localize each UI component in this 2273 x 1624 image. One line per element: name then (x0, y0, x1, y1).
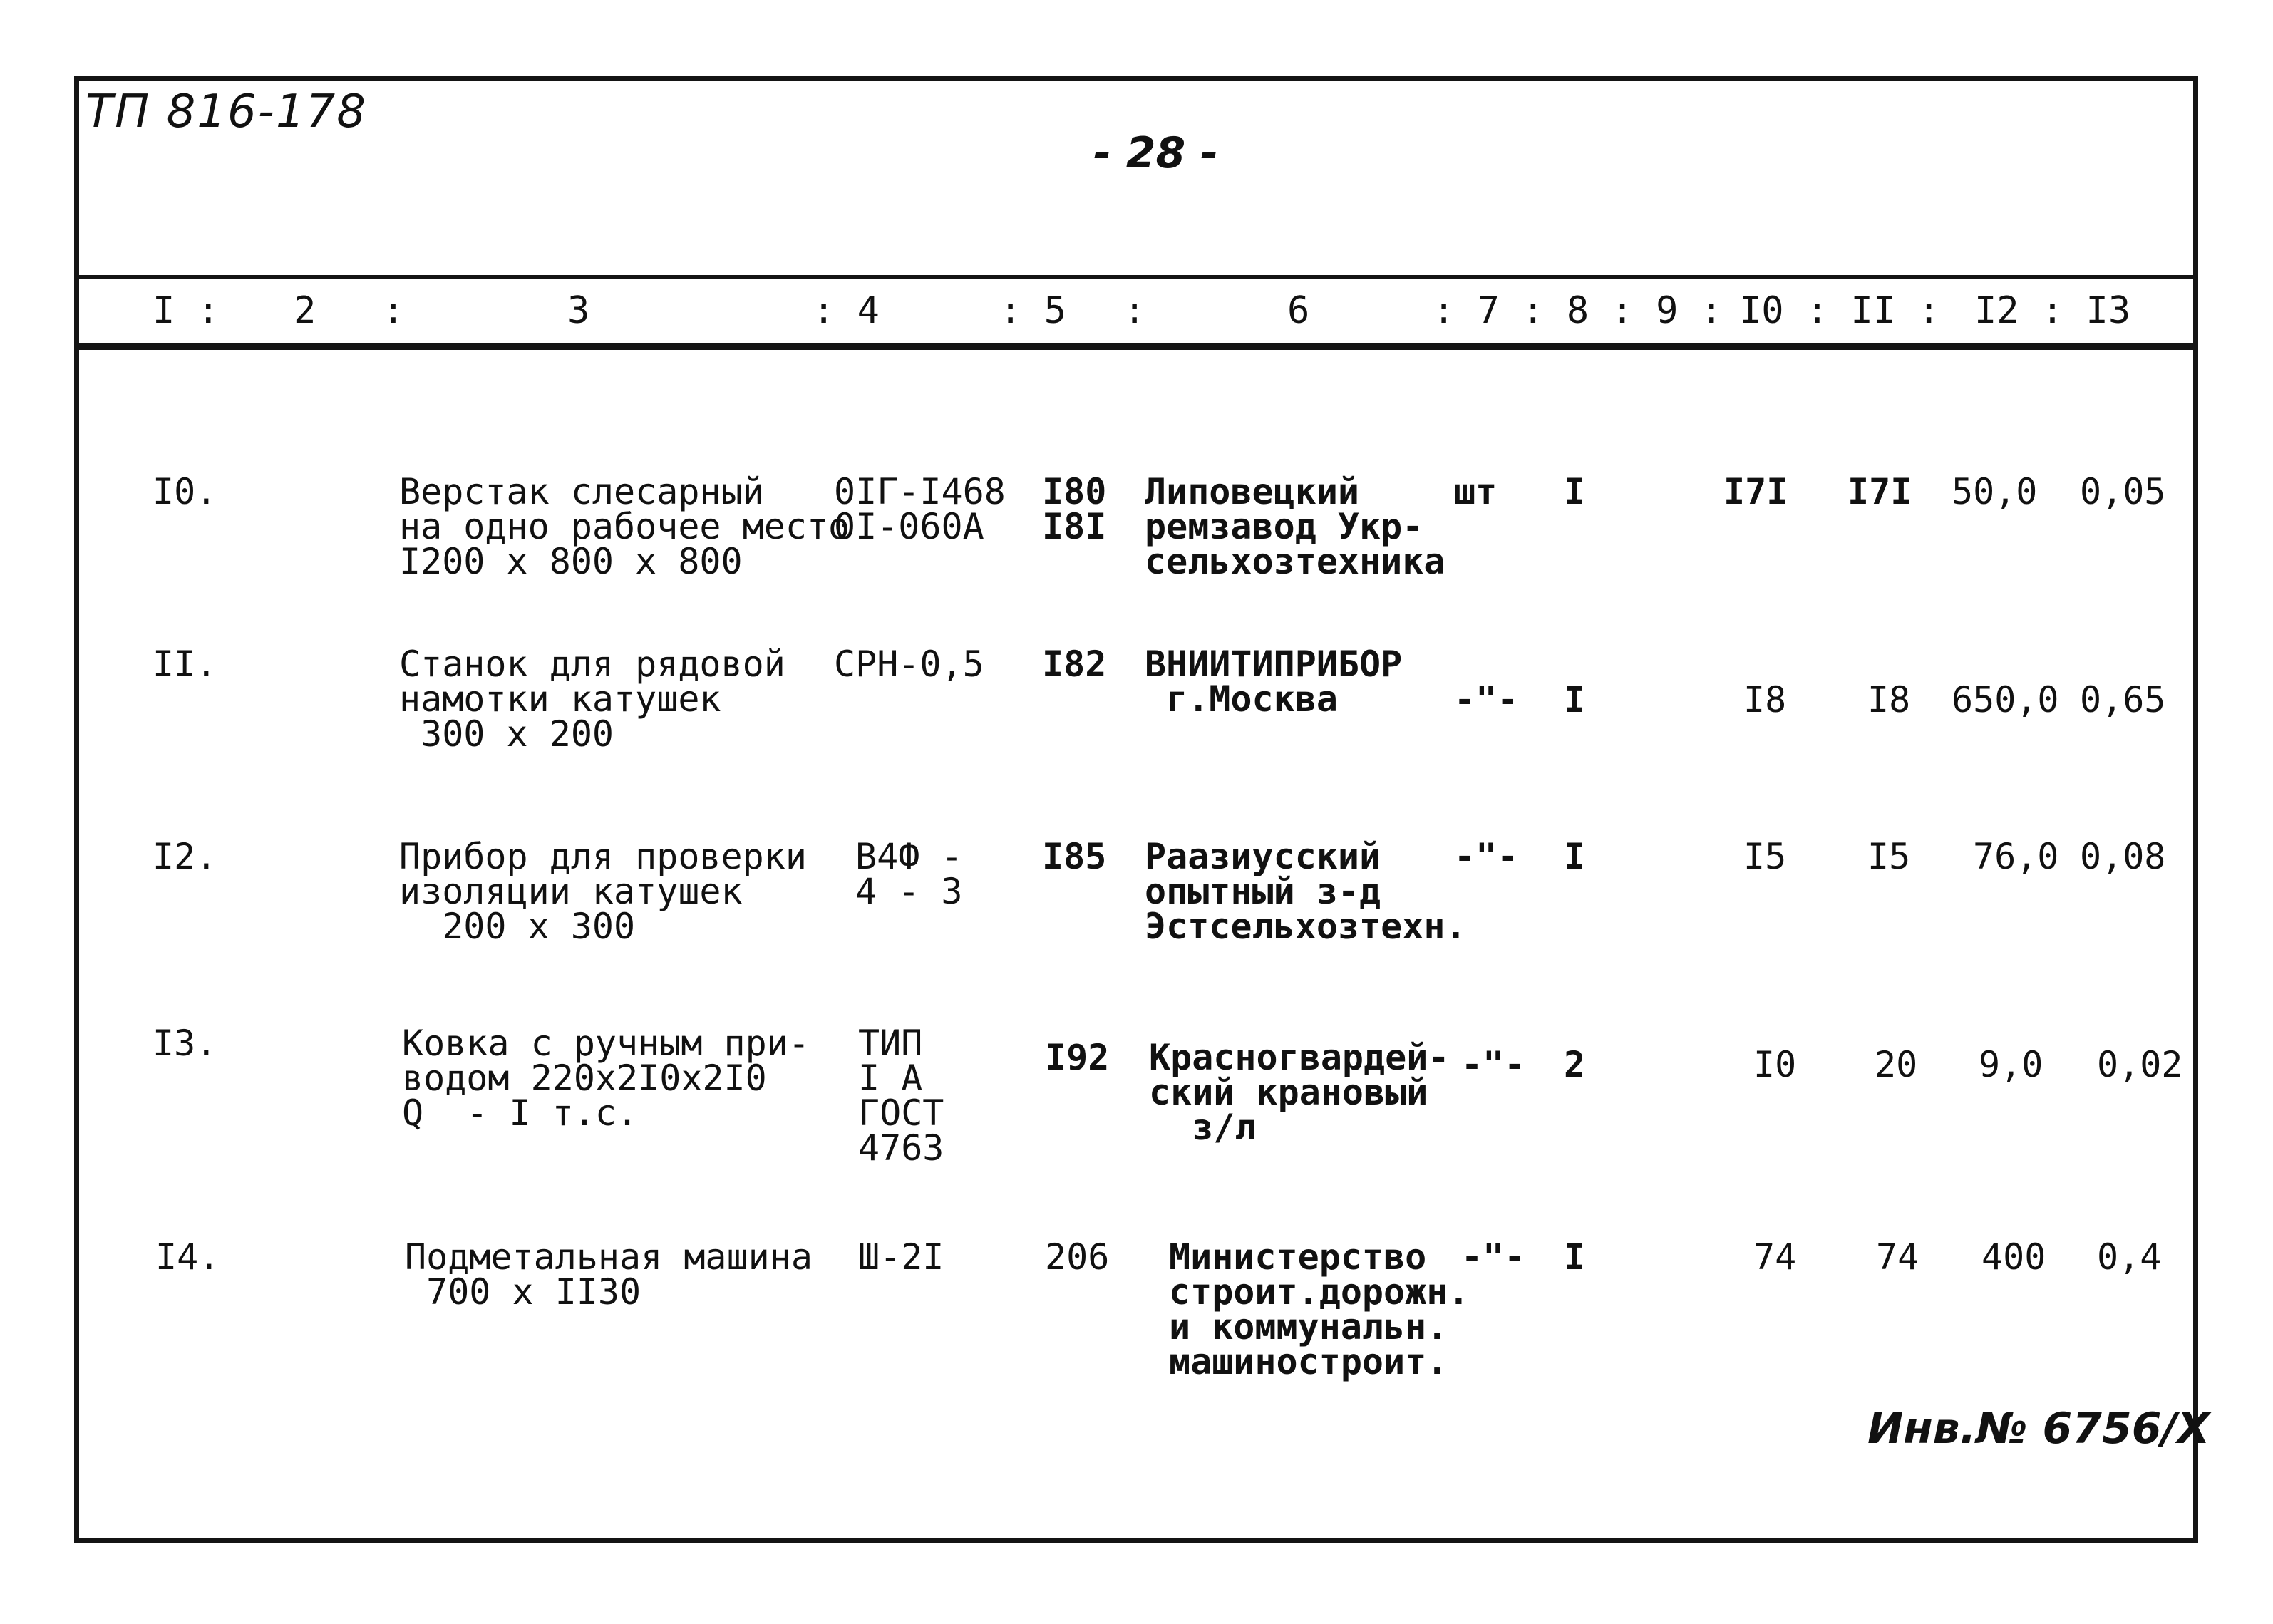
equipment-name: Верстак слесарный на одно рабочее место I200 x 800 x 800 (399, 471, 850, 582)
row-number: I4. (155, 1236, 220, 1278)
quantity: I (1564, 679, 1586, 720)
inventory-number: Инв.№ 6756/X (1867, 1404, 2210, 1454)
total-price: 74 (1876, 1236, 1919, 1278)
row-number: I0. (153, 471, 217, 512)
quantity: I (1564, 836, 1586, 877)
weight: 650,0 (1952, 679, 2059, 720)
total-price: 20 (1875, 1044, 1918, 1085)
row-number: I2. (153, 836, 217, 877)
col-head-1: I : (153, 289, 220, 332)
row-number: I3. (153, 1023, 217, 1064)
unit: -"- (1461, 1236, 1526, 1278)
quantity: 2 (1564, 1044, 1586, 1085)
equipment-type: ТИП I А ГОСТ 4763 (858, 1023, 944, 1169)
position-number: I92 (1045, 1037, 1110, 1078)
manufacturer: Раазиусский опытный з-д Эстсельхозтехн. (1145, 836, 1467, 947)
col-head-5-sep: : (1123, 289, 1146, 332)
power: 0,4 (2097, 1236, 2162, 1278)
unit-price: I8 (1743, 679, 1787, 720)
manufacturer: Министерство строит.дорожн. и коммунальн. машиностроит. (1169, 1236, 1470, 1382)
document-code: ТП 816-178 (86, 86, 367, 138)
weight: 76,0 (1973, 836, 2059, 877)
power: 0,08 (2080, 836, 2166, 877)
manufacturer: ВНИИТИПРИБОР г.Москва (1145, 643, 1403, 720)
page-number: - 28 - (1093, 128, 1219, 178)
total-price: I7I (1847, 471, 1912, 512)
total-price: I8 (1867, 679, 1911, 720)
col-head-6: 6 (1287, 289, 1310, 332)
equipment-name: Прибор для проверки изоляции катушек 200 x 300 (399, 836, 807, 947)
col-head-3: 3 (567, 289, 590, 332)
equipment-type: СРН-0,5 (834, 643, 984, 685)
col-head-7-9: : 7 : 8 : 9 : (1433, 289, 1723, 332)
col-head-10-11: I0 : II : (1739, 289, 1940, 332)
equipment-name: Ковка с ручным при- водом 220x2I0x2I0 Q - I т.с. (402, 1023, 810, 1134)
unit: -"- (1454, 836, 1519, 877)
equipment-type: В4Ф - 4 - 3 (855, 836, 963, 912)
equipment-type: Ш-2I (858, 1236, 944, 1278)
quantity: I (1564, 1236, 1586, 1278)
col-head-2-sep: : (382, 289, 405, 332)
unit: -"- (1454, 679, 1519, 720)
unit-price: I7I (1723, 471, 1788, 512)
quantity: I (1564, 471, 1586, 512)
power: 0,65 (2080, 679, 2166, 720)
row-number: II. (153, 643, 217, 685)
position-number: I80 I8I (1042, 471, 1107, 547)
equipment-type: 0IГ-I468 0I-060А (834, 471, 1006, 547)
unit: шт (1454, 471, 1498, 512)
header-top-rule (74, 275, 2198, 279)
unit-price: I0 (1753, 1044, 1797, 1085)
equipment-name: Подметальная машина 700 x II30 (405, 1236, 813, 1313)
unit-price: I5 (1743, 836, 1787, 877)
power: 0,02 (2097, 1044, 2183, 1085)
weight: 400 (1981, 1236, 2046, 1278)
col-head-4: : 4 (813, 289, 880, 332)
position-number: I82 (1042, 643, 1107, 685)
col-head-12-13: I2 : I3 (1974, 289, 2131, 332)
col-head-5: : 5 (999, 289, 1066, 332)
weight: 9,0 (1979, 1044, 2043, 1085)
unit-price: 74 (1753, 1236, 1797, 1278)
manufacturer: Липовецкий ремзавод Укр- сельхозтехника (1145, 471, 1445, 582)
manufacturer: Красногвардей- ский крановый з/л (1149, 1037, 1450, 1148)
position-number: 206 (1045, 1236, 1110, 1278)
power: 0,05 (2080, 471, 2166, 512)
position-number: I85 (1042, 836, 1107, 877)
total-price: I5 (1867, 836, 1911, 877)
header-bottom-rule (74, 343, 2198, 350)
unit: -"- (1461, 1044, 1526, 1085)
equipment-name: Станок для рядовой намотки катушек 300 x 200 (399, 643, 785, 755)
weight: 50,0 (1952, 471, 2038, 512)
col-head-2: 2 (294, 289, 316, 332)
